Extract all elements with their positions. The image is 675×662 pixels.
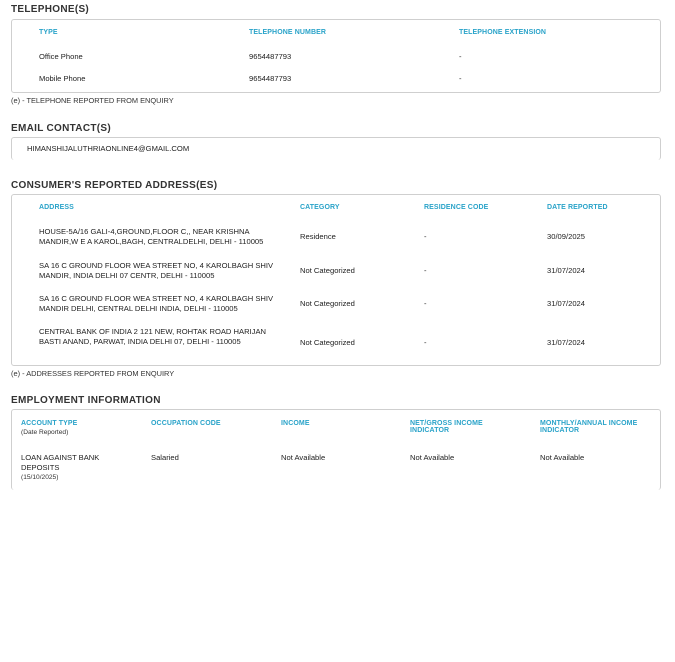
employment-monthly-annual: Not Available <box>540 453 585 462</box>
phone-number: 9654487793 <box>249 74 292 83</box>
employment-table <box>11 409 661 490</box>
header-telephone-extension: TELEPHONE EXTENSION <box>459 29 547 36</box>
address-value: HOUSE-5A/16 GALI-4,GROUND,FLOOR C,, NEAR KRISHNA MANDIR,W E A KAROL,BAGH, CENTRALDELHI, DELHI - 110005 <box>39 227 264 246</box>
header-category: CATEGORY <box>300 204 340 211</box>
phone-type: Mobile Phone <box>39 74 86 83</box>
address-value: CENTRAL BANK OF INDIA 2 121 NEW, ROHTAK ROAD HARIJAN BASTI ANAND, PARWAT, INDIA DELHI 07, DELHI - 110005 <box>39 327 267 346</box>
address-category: Not Categorized <box>300 299 355 308</box>
phone-extension: - <box>459 74 462 83</box>
header-monthly-annual-income-indicator: MONTHLY/ANNUAL INCOME INDICATOR <box>540 420 638 434</box>
header-account-type: ACCOUNT TYPE <box>21 420 78 427</box>
employment-occupation: Salaried <box>151 453 179 462</box>
address-category: Residence <box>300 232 336 241</box>
address-residence-code: - <box>424 266 427 275</box>
phone-number: 9654487793 <box>249 52 292 61</box>
addresses-table <box>11 194 661 366</box>
address-date: 31/07/2024 <box>547 266 586 275</box>
employment-income: Not Available <box>281 453 326 462</box>
address-residence-code: - <box>424 299 427 308</box>
email-box <box>11 137 661 160</box>
header-net-gross-income-indicator: NET/GROSS INCOME INDICATOR <box>410 420 483 434</box>
phone-extension: - <box>459 52 462 61</box>
employment-date-reported: (15/10/2025) <box>21 474 59 481</box>
address-date: 31/07/2024 <box>547 338 586 347</box>
addresses-title: CONSUMER'S REPORTED ADDRESS(ES) <box>11 180 218 191</box>
header-address: ADDRESS <box>39 204 74 211</box>
header-type: TYPE <box>39 29 58 36</box>
address-date: 31/07/2024 <box>547 299 586 308</box>
header-occupation-code: OCCUPATION CODE <box>151 420 221 427</box>
address-category: Not Categorized <box>300 266 355 275</box>
email-title: EMAIL CONTACT(S) <box>11 123 111 134</box>
telephones-note: (e) - TELEPHONE REPORTED FROM ENQUIRY <box>11 96 174 105</box>
address-value: SA 16 C GROUND FLOOR WEA STREET NO, 4 KAROLBAGH SHIV MANDIR, INDIA DELHI 07 CENTR, DELHI - 110005 <box>39 261 274 280</box>
employment-title: EMPLOYMENT INFORMATION <box>11 395 161 406</box>
address-value: SA 16 C GROUND FLOOR WEA STREET NO, 4 KAROLBAGH SHIV MANDIR DELHI, CENTRAL DELHI INDIA, DELHI - 110005 <box>39 294 274 313</box>
header-date-reported: DATE REPORTED <box>547 204 608 211</box>
telephones-table <box>11 19 661 93</box>
address-residence-code: - <box>424 338 427 347</box>
employment-net-gross: Not Available <box>410 453 455 462</box>
addresses-note: (e) - ADDRESSES REPORTED FROM ENQUIRY <box>11 369 175 378</box>
header-residence-code: RESIDENCE CODE <box>424 204 489 211</box>
header-income: INCOME <box>281 420 310 427</box>
address-date: 30/09/2025 <box>547 232 586 241</box>
telephones-title: TELEPHONE(S) <box>11 4 90 15</box>
email-value: HIMANSHIJALUTHRIAONLINE4@GMAIL.COM <box>27 144 190 153</box>
address-category: Not Categorized <box>300 338 355 347</box>
header-date-reported-sub: (Date Reported) <box>21 429 69 436</box>
header-telephone-number: TELEPHONE NUMBER <box>249 29 327 36</box>
employment-account-type: LOAN AGAINST BANK DEPOSITS <box>21 453 100 472</box>
address-residence-code: - <box>424 232 427 241</box>
phone-type: Office Phone <box>39 52 83 61</box>
